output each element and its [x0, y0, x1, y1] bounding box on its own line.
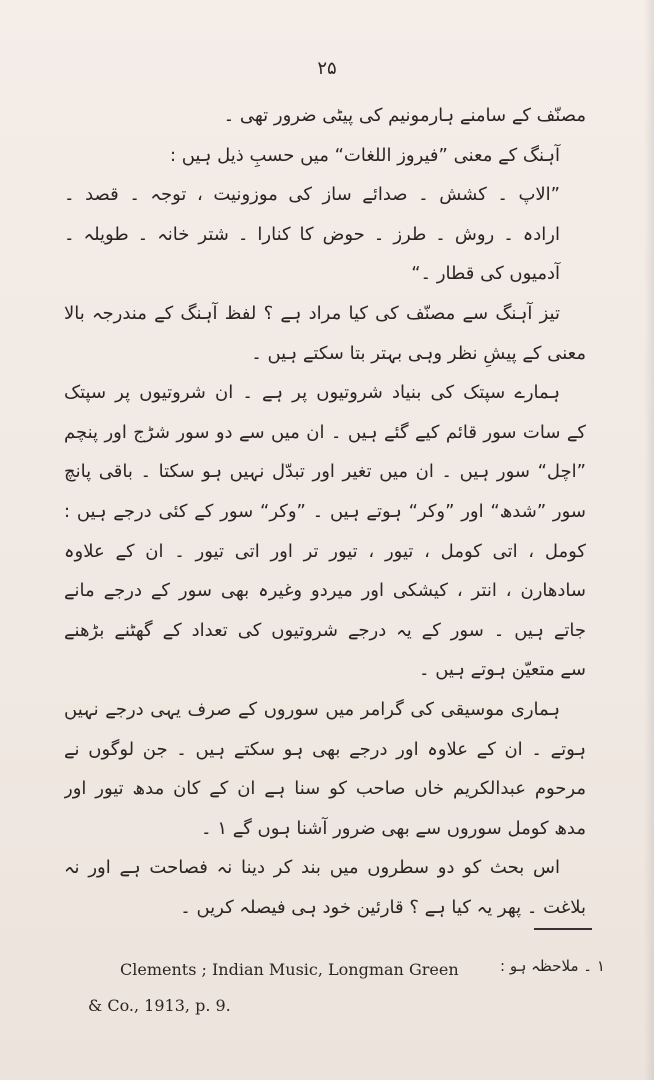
text-line: ہوتے ۔ ان کے علاوہ اور درجے بھی ہو سکتے ہیں ۔ جن لوگوں نے	[64, 738, 586, 760]
text-line: مرحوم عبدالکریم خاں صاحب کو سنا ہے ان کے کان مدھ تیور اور	[64, 778, 586, 800]
text-line: معنی کے پیشِ نظر وہی بہتر بتا سکتے ہیں ۔	[251, 342, 586, 364]
text-line: ”اچل“ سور ہیں ۔ ان میں تغیر اور تبدّل نہیں ہو سکتا ۔ باقی پانچ	[64, 461, 586, 483]
page-number: ۲۵	[317, 58, 337, 79]
text-line: ہمارے سپتک کی بنیاد شروتیوں پر ہے ۔ ان شروتیوں پر سپتک	[64, 382, 560, 404]
text-line: جاتے ہیں ۔ سور کے یہ درجے شروتیوں کی تعداد کے گھٹنے بڑھنے	[64, 619, 586, 641]
text-line: ہماری موسیقی کی گرامر میں سوروں کے صرف یہی درجے نہیں	[64, 698, 560, 720]
text-line: سور ”شدھ“ اور ”وکر“ ہوتے ہیں ۔ ”وکر“ سور کے کئی درجے ہیں :	[64, 500, 586, 522]
urdu-body-text	[64, 96, 586, 927]
text-line: آہنگ کے معنی ”فیروز اللغات“ میں حسبِ ذیل ہیں :	[169, 144, 560, 166]
text-line: ارادہ ۔ روش ۔ طرز ۔ حوض کا کنارا ۔ شتر خانہ ۔ طویلہ ۔	[64, 223, 560, 245]
text-line: مصنّف کے سامنے ہارمونیم کی پیٹی ضرور تھی ۔	[223, 105, 586, 126]
text-line: آدمیوں کی قطار ۔“	[411, 263, 560, 285]
text-line: کومل ، اتی کومل ، تیور ، تیور تر اور اتی تیور ۔ ان کے علاوہ	[64, 540, 586, 562]
text-line: بلاغت ۔ پھر یہ کیا ہے ؟ قارئین خود ہی فیصلہ کریں ۔	[180, 896, 586, 918]
text-line: تیز آہنگ سے مصنّف کی کیا مراد ہے ؟ لفظ آہنگ کے مندرجہ بالا	[64, 302, 560, 324]
text-line: ”الاپ ۔ کشش ۔ صدائے ساز کی موزونیت ، توجہ ۔ قصد ۔	[64, 184, 560, 206]
footnote-divider	[534, 928, 592, 930]
text-line: مدھ کومل سوروں سے بھی ضرور آشنا ہوں گے ۱ ۔	[201, 817, 586, 839]
text-line: اس بحث کو دو سطروں میں بند کر دینا نہ فصاحت ہے اور نہ	[64, 857, 560, 879]
text-line: کے سات سور قائم کیے گئے ہیں ۔ ان میں سے دو سور شڑج اور پنچم	[64, 421, 586, 443]
footnote-line-1: Clements ; Indian Music, Longman Green	[120, 960, 459, 979]
text-line: سے متعیّن ہوتے ہیں ۔	[418, 659, 586, 681]
footnote-marker: ۱ ۔ ملاحظہ ہو :	[500, 957, 605, 975]
text-line: سادھارن ، انتر ، کیشکی اور میردو وغیرہ بھی سور کے درجے مانے	[64, 580, 586, 602]
page-edge-shadow	[644, 0, 654, 1080]
footnote-line-2: & Co., 1913, p. 9.	[88, 996, 231, 1015]
